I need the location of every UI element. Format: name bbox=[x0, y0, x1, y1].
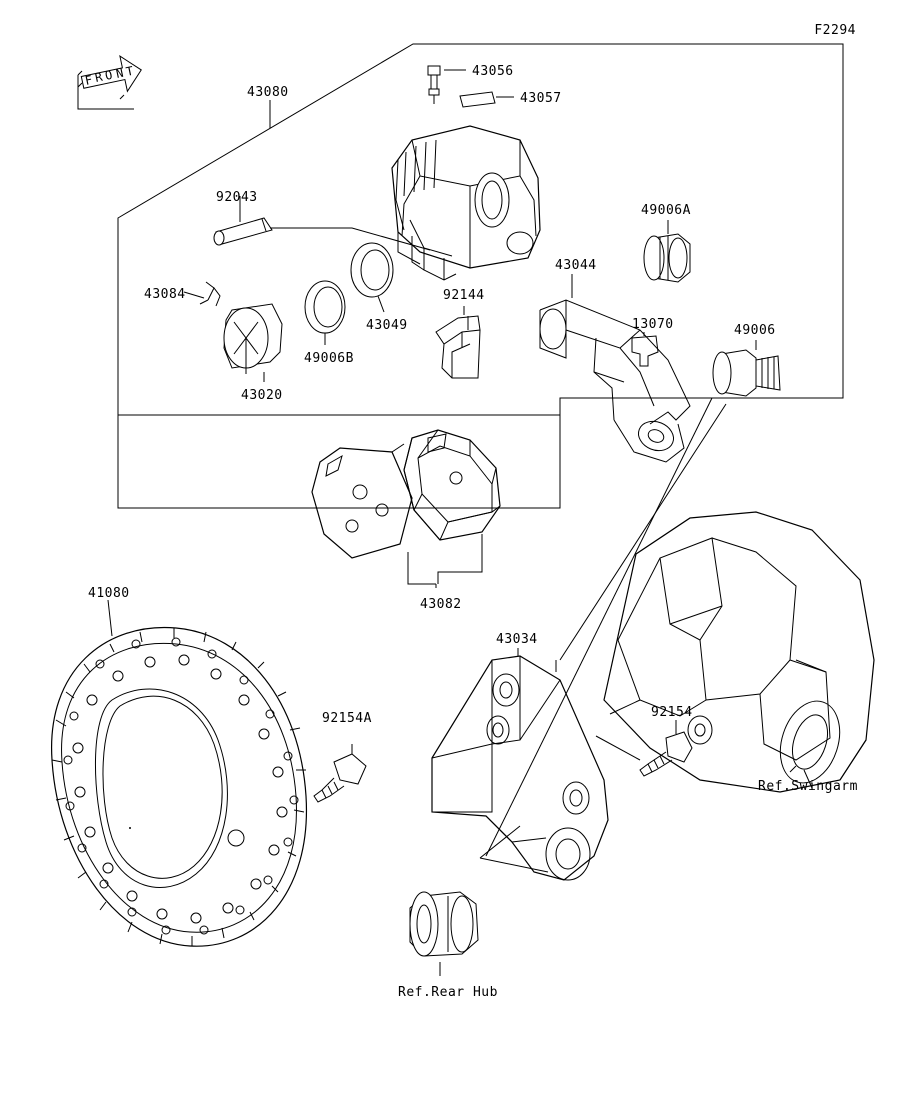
callout-43057: 43057 bbox=[520, 91, 562, 106]
callout-43084: 43084 bbox=[144, 287, 186, 302]
callout-13070: 13070 bbox=[632, 317, 674, 332]
part-49006A bbox=[644, 220, 690, 282]
figure-code: F2294 bbox=[814, 23, 856, 38]
part-92154A bbox=[314, 744, 366, 802]
part-92154 bbox=[596, 720, 692, 776]
part-43034 bbox=[432, 648, 608, 880]
callout-43049: 43049 bbox=[366, 318, 408, 333]
callout-41080: 41080 bbox=[88, 586, 130, 601]
callout-ref-swingarm: Ref.Swingarm bbox=[758, 779, 858, 794]
ref-rear-hub bbox=[410, 892, 478, 976]
callout-49006B: 49006B bbox=[304, 351, 354, 366]
part-43044 bbox=[540, 274, 690, 462]
part-caliper-body bbox=[392, 126, 540, 280]
svg-text:O: O bbox=[103, 67, 114, 83]
part-49006B bbox=[305, 281, 345, 345]
part-49006 bbox=[713, 340, 780, 396]
callout-92154A: 92154A bbox=[322, 711, 372, 726]
part-43082 bbox=[312, 430, 500, 588]
callout-49006: 49006 bbox=[734, 323, 776, 338]
part-43020 bbox=[224, 304, 282, 382]
part-41080 bbox=[52, 600, 307, 946]
callout-92154: 92154 bbox=[651, 705, 693, 720]
callout-ref-rear-hub: Ref.Rear Hub bbox=[398, 985, 498, 1000]
part-92144 bbox=[436, 306, 480, 378]
part-43049 bbox=[351, 243, 393, 312]
callout-43044: 43044 bbox=[555, 258, 597, 273]
callout-49006A: 49006A bbox=[641, 203, 691, 218]
callout-92144: 92144 bbox=[443, 288, 485, 303]
callout-43020: 43020 bbox=[241, 388, 283, 403]
callout-43056: 43056 bbox=[472, 64, 514, 79]
callout-43080: 43080 bbox=[247, 85, 289, 100]
svg-text:T: T bbox=[124, 63, 135, 79]
part-13070 bbox=[632, 332, 658, 366]
ref-swingarm bbox=[604, 512, 874, 792]
svg-text:R: R bbox=[93, 69, 104, 85]
callout-43082: 43082 bbox=[420, 597, 462, 612]
callout-92043: 92043 bbox=[216, 190, 258, 205]
part-43084 bbox=[184, 282, 220, 306]
callout-43034: 43034 bbox=[496, 632, 538, 647]
part-43057 bbox=[460, 92, 514, 107]
svg-text:N: N bbox=[114, 65, 125, 81]
svg-text:F: F bbox=[83, 72, 94, 88]
